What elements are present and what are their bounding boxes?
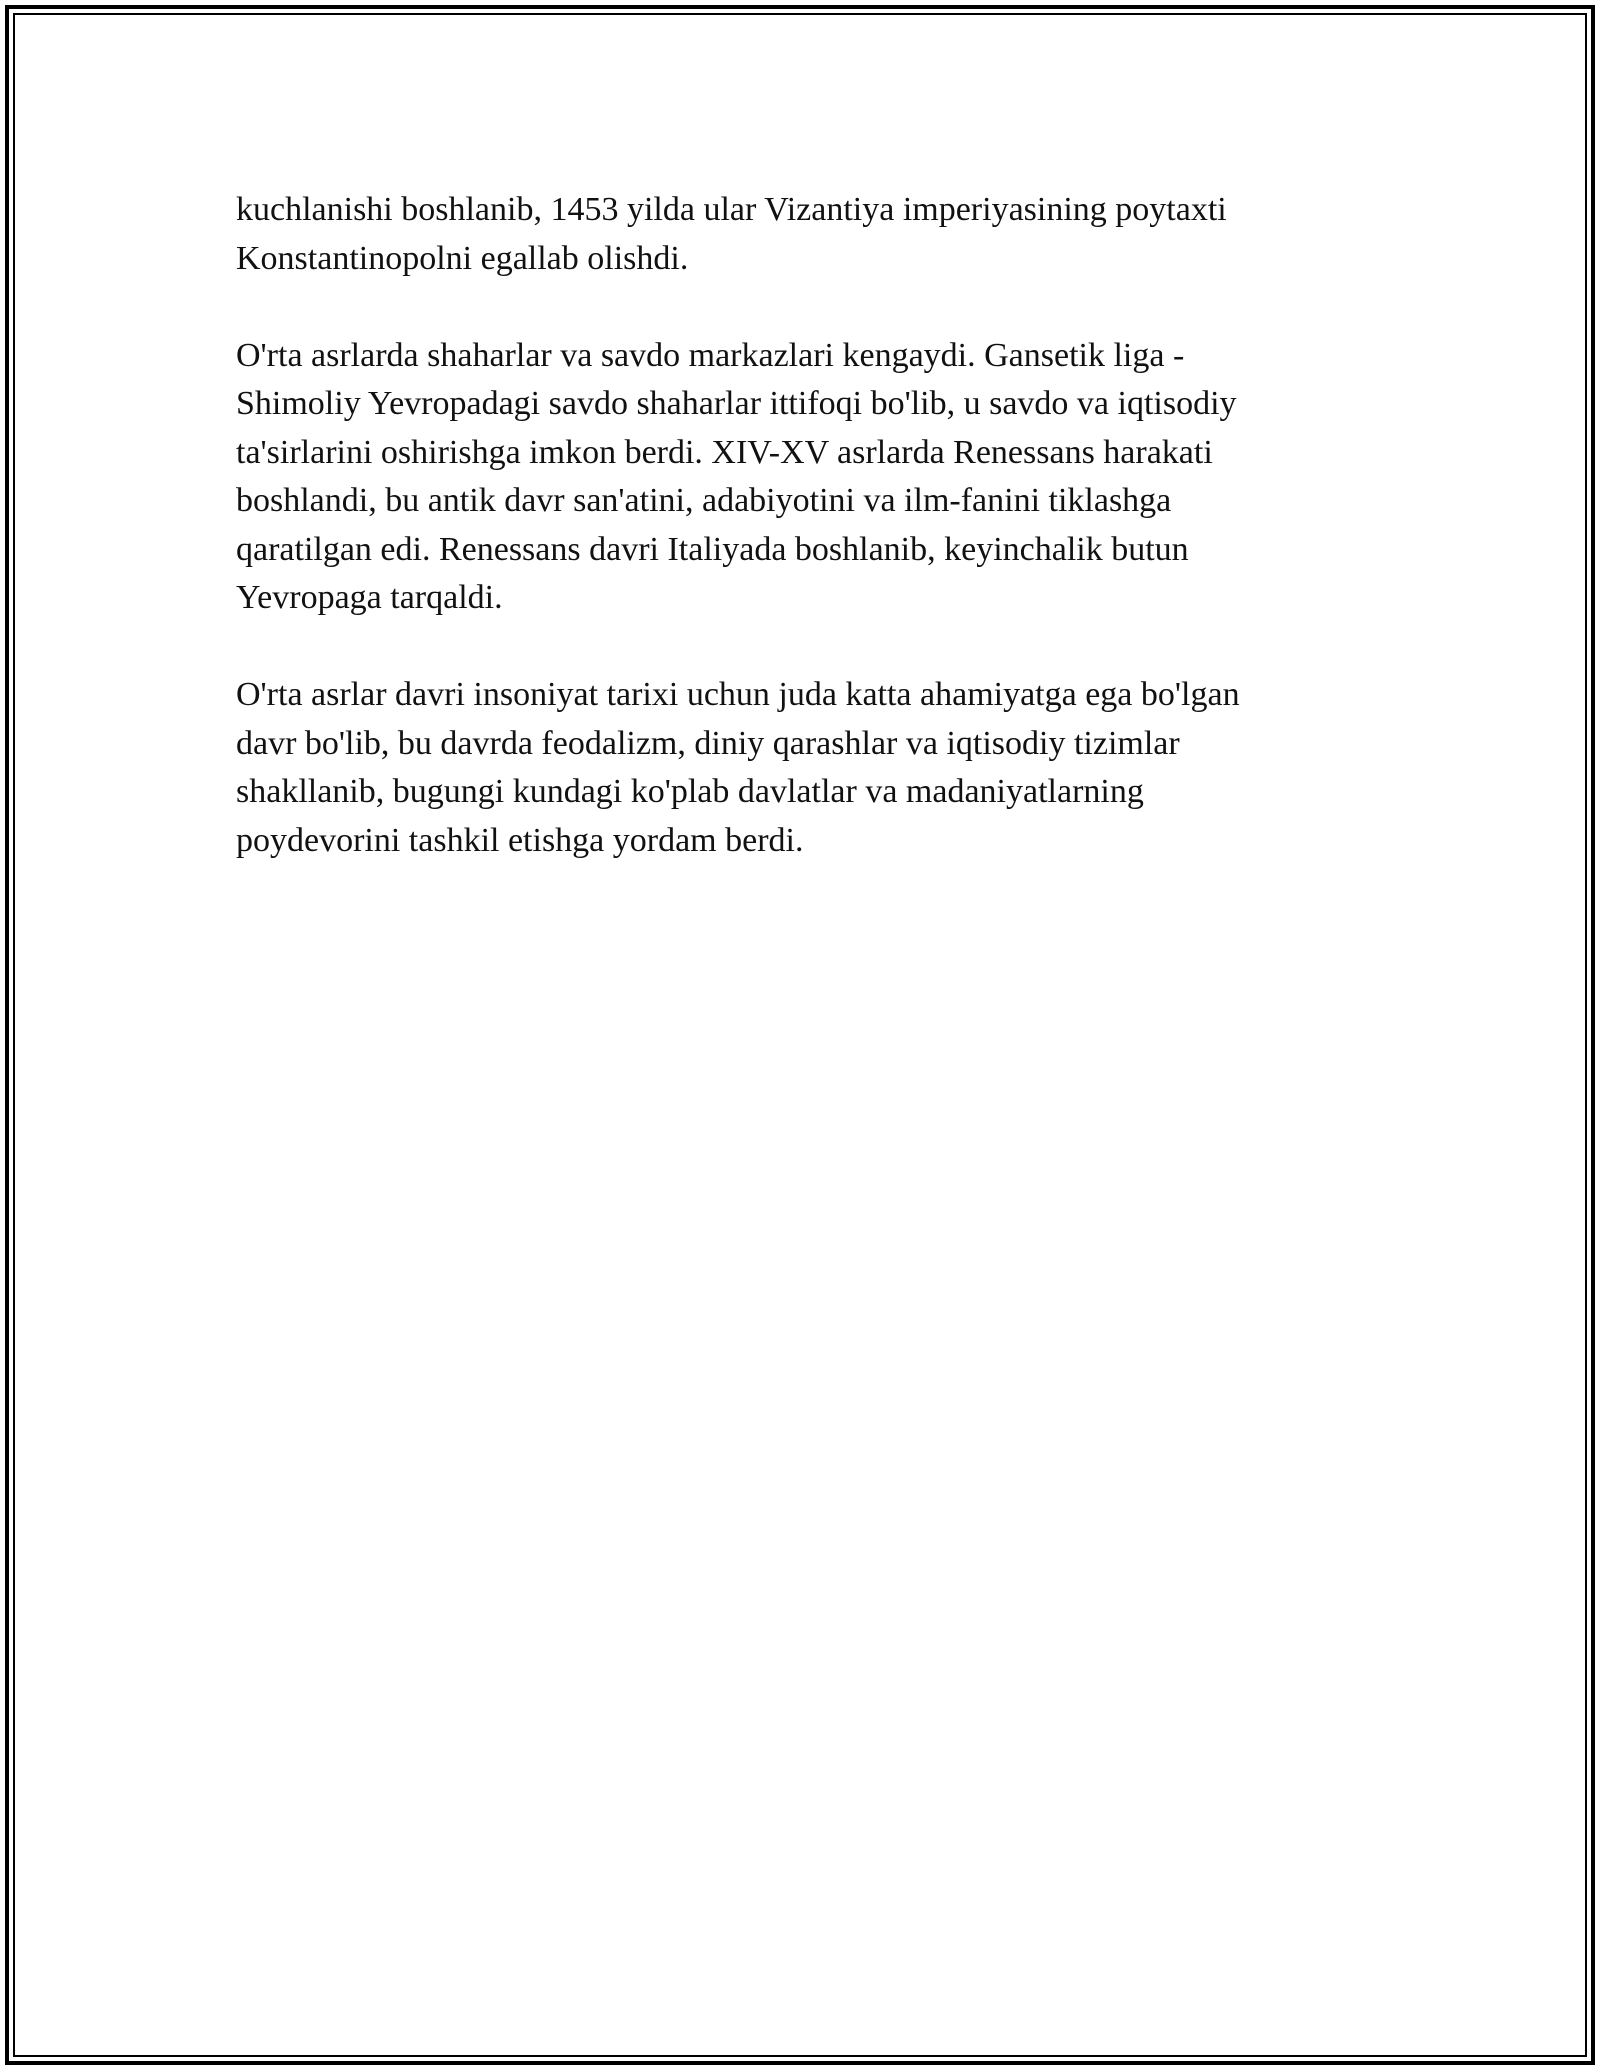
document-body — [236, 186, 1366, 914]
paragraph-3: O'rta asrlar davri insoniyat tarixi uchun juda katta ahamiyatga ega bo'lgan davr bo'lib, bu davrda feodalizm, diniy qarashlar va iqtisodiy tizimlar shakllanib, bugungi kundagi ko'plab davlatlar va madaniyatlarning poydevorini tashkil etishga yordam berdi. — [236, 676, 1240, 859]
paragraph-2: O'rta asrlarda shaharlar va savdo markazlari kengaydi. Gansetik liga - Shimoliy Yevropadagi savdo shaharlar ittifoqi bo'lib, u savdo va iqtisodiy ta'sirlarini oshirishga imkon berdi. XIV-XV asrlarda Renessans harakati boshlandi, bu antik davr san'atini, adabiyotini va ilm-fanini tiklashga qaratilgan edi. Renessans davri Italiyada boshlanib, keyinchalik butun Yevropaga tarqaldi. — [236, 336, 1237, 616]
paragraph-1: kuchlanishi boshlanib, 1453 yilda ular Vizantiya imperiyasining poytaxti Konstantinopolni egallab olishdi. — [236, 191, 1227, 277]
